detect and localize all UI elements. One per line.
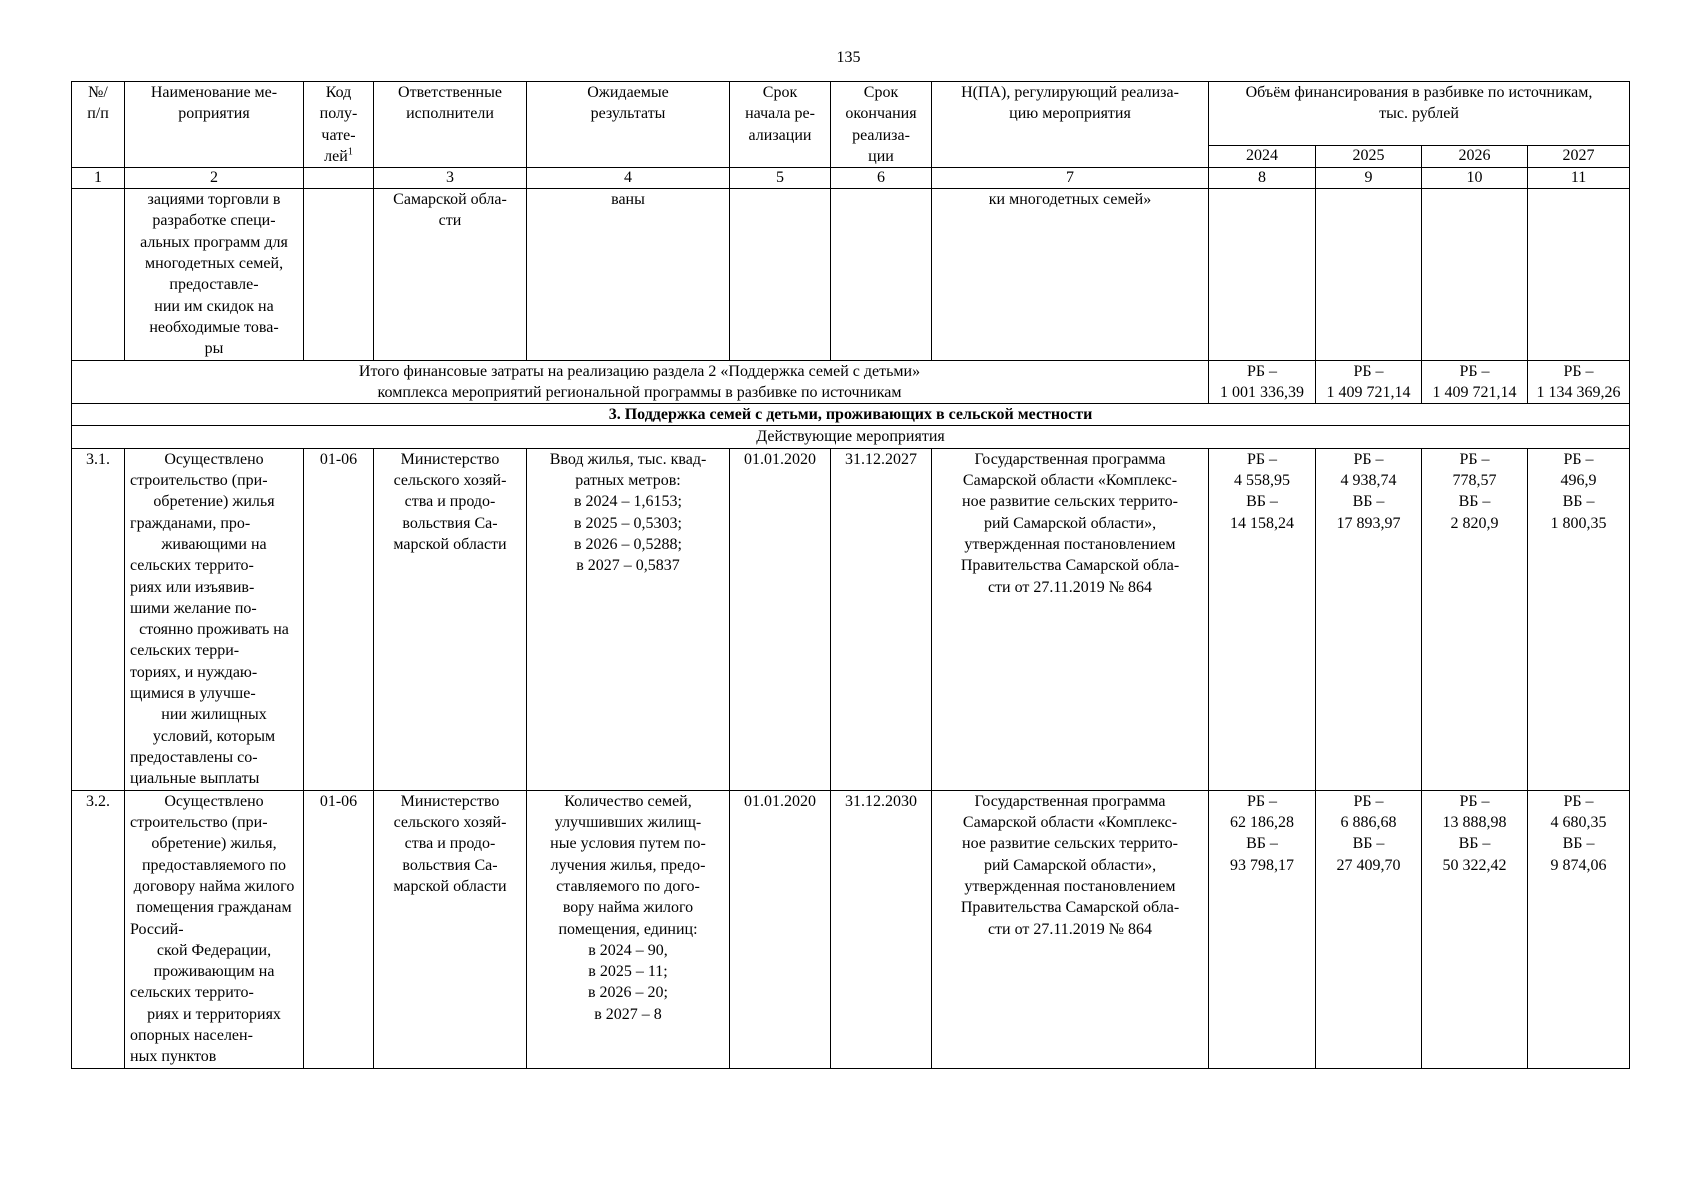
cell-name: Осуществлено строительство (при- обретение) жилья, предоставляемого по договору найма жилого помещения гражданам Россий- ской Федерации, проживающим на сельских террито- риях и территориях опорных населен- ных пунктов <box>125 790 304 1068</box>
header-code-footnote: 1 <box>347 146 353 158</box>
cell-funding-2027: РБ – 496,9 ВБ – 1 800,35 <box>1528 448 1630 790</box>
column-number: 8 <box>1209 168 1316 189</box>
section2-total-2027: РБ – 1 134 369,26 <box>1528 360 1630 404</box>
cell-funding-2024 <box>1209 189 1316 360</box>
cell-num: 3.1. <box>72 448 125 790</box>
header-name: Наименование ме- роприятия <box>125 82 304 168</box>
cell-npa: Государственная программа Самарской области «Комплекс- ное развитие сельских террито- рий Самарской области», утвержденная постановлением Правительства Самарской обла- сти от 27.11.2019 № 864 <box>932 790 1209 1068</box>
cell-results: Ввод жилья, тыс. квад- ратных метров: в 2024 – 1,6153; в 2025 – 0,5303; в 2026 – 0,5288; в 2027 – 0,5837 <box>527 448 730 790</box>
cell-funding-2024: РБ – 62 186,28 ВБ – 93 798,17 <box>1209 790 1316 1068</box>
cell-code: 01-06 <box>304 790 374 1068</box>
cell-executors: Самарской обла- сти <box>374 189 527 360</box>
column-number: 5 <box>730 168 831 189</box>
column-number: 6 <box>831 168 932 189</box>
cell-num <box>72 189 125 360</box>
cell-executors: Министерство сельского хозяй- ства и продо- вольствия Са- марской области <box>374 448 527 790</box>
section2-total-label: Итого финансовые затраты на реализацию раздела 2 «Поддержка семей с детьми» комплекса мероприятий региональной программы в разбивке по источникам <box>72 360 1209 404</box>
header-year-2027: 2027 <box>1528 146 1630 168</box>
column-number: 2 <box>125 168 304 189</box>
header-row <box>72 82 1630 146</box>
section2-total-2025: РБ – 1 409 721,14 <box>1316 360 1422 404</box>
header-year-2025: 2025 <box>1316 146 1422 168</box>
table-row <box>72 790 1630 1068</box>
column-number: 3 <box>374 168 527 189</box>
cell-funding-2026 <box>1422 189 1528 360</box>
cell-funding-2025: РБ – 6 886,68 ВБ – 27 409,70 <box>1316 790 1422 1068</box>
column-number: 11 <box>1528 168 1630 189</box>
cell-funding-2027 <box>1528 189 1630 360</box>
header-funding: Объём финансирования в разбивке по источникам, тыс. рублей <box>1209 82 1630 146</box>
column-number: 10 <box>1422 168 1528 189</box>
section2-total-row <box>72 360 1630 404</box>
cell-funding-2026: РБ – 778,57 ВБ – 2 820,9 <box>1422 448 1528 790</box>
cell-code <box>304 189 374 360</box>
cell-name: Осуществлено строительство (при- обретение) жилья гражданами, про- живающими на сельских террито- риях или изъявив- шими желание по- стоянно проживать на сельских терри- ториях, и нуждаю- щимися в улучше- нии жилищных условий, которым предоставлены со- циальные выплаты <box>125 448 304 790</box>
cell-npa: ки многодетных семей» <box>932 189 1209 360</box>
cell-name: зациями торговли в разработке специ- альных программ для многодетных семей, предоставле- нии им скидок на необходимые това- ры <box>125 189 304 360</box>
cell-funding-2027: РБ – 4 680,35 ВБ – 9 874,06 <box>1528 790 1630 1068</box>
cell-funding-2025: РБ – 4 938,74 ВБ – 17 893,97 <box>1316 448 1422 790</box>
header-npa: Н(ПА), регулирующий реализа- цию мероприятия <box>932 82 1209 168</box>
header-year-2024: 2024 <box>1209 146 1316 168</box>
continuation-row <box>72 189 1630 360</box>
subsection-title-row <box>72 426 1630 448</box>
cell-end-date: 31.12.2027 <box>831 448 932 790</box>
column-number: 7 <box>932 168 1209 189</box>
cell-num: 3.2. <box>72 790 125 1068</box>
column-number: 9 <box>1316 168 1422 189</box>
cell-funding-2024: РБ – 4 558,95 ВБ – 14 158,24 <box>1209 448 1316 790</box>
header-end-date: Срок окончания реализа- ции <box>831 82 932 168</box>
cell-npa: Государственная программа Самарской области «Комплекс- ное развитие сельских террито- рий Самарской области», утвержденная постановлением Правительства Самарской обла- сти от 27.11.2019 № 864 <box>932 448 1209 790</box>
header-start-date: Срок начала ре- ализации <box>730 82 831 168</box>
cell-end-date <box>831 189 932 360</box>
header-results: Ожидаемые результаты <box>527 82 730 168</box>
cell-results: ваны <box>527 189 730 360</box>
cell-executors: Министерство сельского хозяй- ства и продо- вольствия Са- марской области <box>374 790 527 1068</box>
cell-code: 01-06 <box>304 448 374 790</box>
column-number <box>304 168 374 189</box>
measures-table <box>71 81 1630 1069</box>
cell-funding-2025 <box>1316 189 1422 360</box>
table-row <box>72 448 1630 790</box>
cell-funding-2026: РБ – 13 888,98 ВБ – 50 322,42 <box>1422 790 1528 1068</box>
cell-start-date: 01.01.2020 <box>730 790 831 1068</box>
header-year-2026: 2026 <box>1422 146 1528 168</box>
cell-start-date: 01.01.2020 <box>730 448 831 790</box>
header-code <box>304 82 374 168</box>
section3-title-row <box>72 404 1630 426</box>
cell-results: Количество семей, улучшивших жилищ- ные условия путем по- лучения жилья, предо- ставляемого по дого- вору найма жилого помещения, единиц: в 2024 – 90, в 2025 – 11; в 2026 – 20; в 2027 – 8 <box>527 790 730 1068</box>
column-number: 4 <box>527 168 730 189</box>
header-num: №/ п/п <box>72 82 125 168</box>
section2-total-2024: РБ – 1 001 336,39 <box>1209 360 1316 404</box>
section3-title: 3. Поддержка семей с детьми, проживающих в сельской местности <box>72 404 1630 426</box>
subsection-title: Действующие мероприятия <box>72 426 1630 448</box>
column-number: 1 <box>72 168 125 189</box>
section2-total-2026: РБ – 1 409 721,14 <box>1422 360 1528 404</box>
column-numbers-row <box>72 168 1630 189</box>
cell-end-date: 31.12.2030 <box>831 790 932 1068</box>
header-code-text: Код полу- чате- лей <box>319 84 358 165</box>
cell-start-date <box>730 189 831 360</box>
page-number: 135 <box>836 49 861 66</box>
header-executors: Ответственные исполнители <box>374 82 527 168</box>
